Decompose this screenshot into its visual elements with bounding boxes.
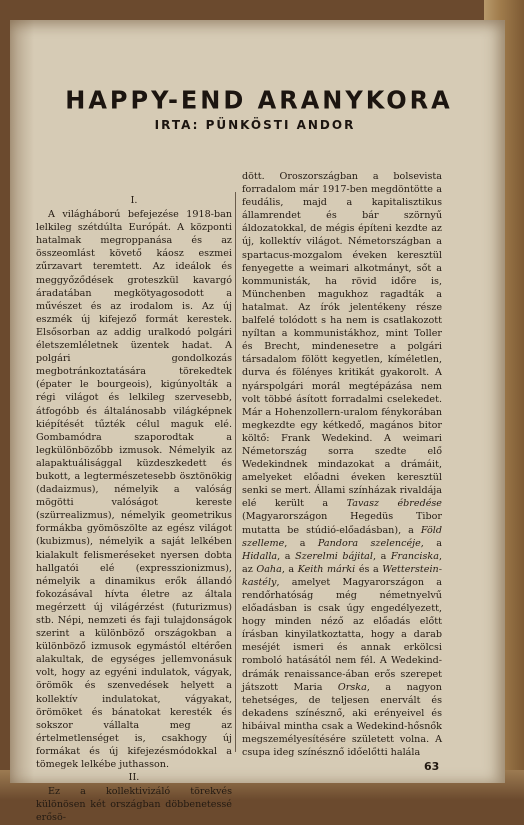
section-number-two: II. [128,772,140,784]
page-number: 63 [424,760,440,773]
list-separator: , a [372,550,387,562]
work-title: Szerelmi bájital [295,550,373,562]
work-title: Oaha [256,563,282,575]
list-separator: , a [277,550,291,562]
left-paragraph-two: Ez a kollektivizáló törekvés különösen két országban döbbenetessé erősö- [36,786,232,824]
list-separator: , a [420,537,442,549]
right-paragraph-text: , amelyet Magyarországon a rendőrhatóság még németnyelvű előadásban is csak úgy engedélyezett, hogy minden néző az előadás előtt írásban kinyilatkoztatta, hogy a darab meséjét ismeri és annak erkölcsi romboló hatásától nem fél. A Wedekind-drámák renaissance-ában erős szerepet játszott Maria [242,576,442,693]
left-paragraph: A világháború befejezése 1918-ban lelkileg szétdúlta Európát. A központi hatalmak megroppanása és az összeomlást követő káosz eszmei zűrzavart teremtett. Az ideálok és meggyőződések groteszkül kavargó áradatában megkötyagosodott a művészet és az irodalom is. Az új eszmék új kifejező formát kerestek. Elsősorban az addig uralkodó polgári életszemléletnek üzentek hadat. A polgári gondolkozás megbotránkoztatására törekedtek (épater le bourgeois), kigúnyolták a régi világot és lelkileg szervesebb, átfogóbb és általánosabb világképnek kiépítését tűzték célul maguk elé. Gombamódra szaporodtak a legkülönbözőbb izmusok. Némelyik az alapaktuálisággal küzdeszkedett és bukott, a legtermészetesebb ösztönökig (dadaizmus), némelyik a valóság mögötti valóságot kereste (szürrealizmus), némelyik geometrikus formákba gyömöszölte az egész világot (kubizmus), némelyik a saját lelkében kialakult felismeréseket nyersen dobta hallgatói elé (expresszionizmus), némelyik a dinamikus erők állandó fokozásával hívta életre az általa megérzett új világérzést (futurizmus) stb. Népi, nemzeti és faji tulajdonságok szerint a különböző országokban a különböző izmusok egymástól eltérően alakultak, de egységes jellemvonásuk volt, hogy az egyéni indulatok, vágyak, örömök és szenvedések helyett a kollektív indulatokat, vágyakat, örömöket és bánatokat keresték és sokszor vállalta meg az értelmetlenséget is, csakhogy új formákat és új kifejezésmódokkal a tömegek lelkébe juthasson. [36,209,232,771]
work-title: Föld szelleme [242,524,442,549]
right-paragraph-text: dött. Oroszországban a bolsevista forradalom már 1917-ben megdöntötte a feudális, majd a kapitalisztikus államrendet és bár szörnyű áldozatokkal, de mégis építeni kezdte az új, kollektív világot. Németországban a spartacus-mozgalom éveken keresztül fenyegette a weimari alkotmányt, sőt a kommunisták, ha rövid időre is, Münchenben magukhoz ragadták a hatalmat. Az írók jelentékeny része balfelé tolódott s ha nem is csatlakozott nyíltan a kommunistákhoz, mint Toller és Brecht, mindenesetre a polgári társadalom fölött kegyetlen, kíméletlen, durva és fölényes kritikát gyakorolt. A nyárspolgári morál megtépázása nem volt többé ásított forradalmi cselekedet. Már a Hohenzollern-uralom fénykorában megkezdte egy kétkedő, magános bitor költő: Frank Wedekind. A weimari Németország sorra szedte elő Wedekindnek mindazokat a drámáit, amelyeket előadni éveken keresztül senki se mert. Állami színházak rivaldája elé került a [242,171,442,510]
left-column [36,194,232,825]
section-number-one: I. [130,195,138,206]
work-title: Pandora szelencéje [317,537,421,549]
work-title: Franciska [390,550,439,562]
list-separator: , a [281,563,295,575]
work-title: Tavasz ébredése [346,498,442,510]
list-separator: és a [358,563,379,575]
right-paragraph-text: (Magyarországon Hegedüs Tibor mutatta be stúdió-előadásban), a [242,511,442,536]
column-divider [235,192,236,752]
work-title: Wetterstein-kastély [242,563,442,588]
book-page [10,20,505,824]
list-separator: , az [242,550,442,575]
right-paragraph [242,170,442,759]
right-column [242,170,442,759]
right-paragraph-text: , a nagyon tehetséges, de teljesen enervált és dekadens színésznő, aki erényeivel és hibáival mintha csak a Wedekind-hősnők megszemélyesítésére született volna. A csupa ideg színésznő időelőtti halála [242,681,442,759]
article-title: HAPPY-END ARANYKORA [65,85,453,115]
work-title: Keith márki [297,563,356,575]
article-byline: IRTA: PÜNKÖSTI ANDOR [154,118,356,132]
actress-name: Orska [337,681,367,693]
list-separator: , a [284,537,306,549]
work-title: Hidalla [242,550,278,562]
